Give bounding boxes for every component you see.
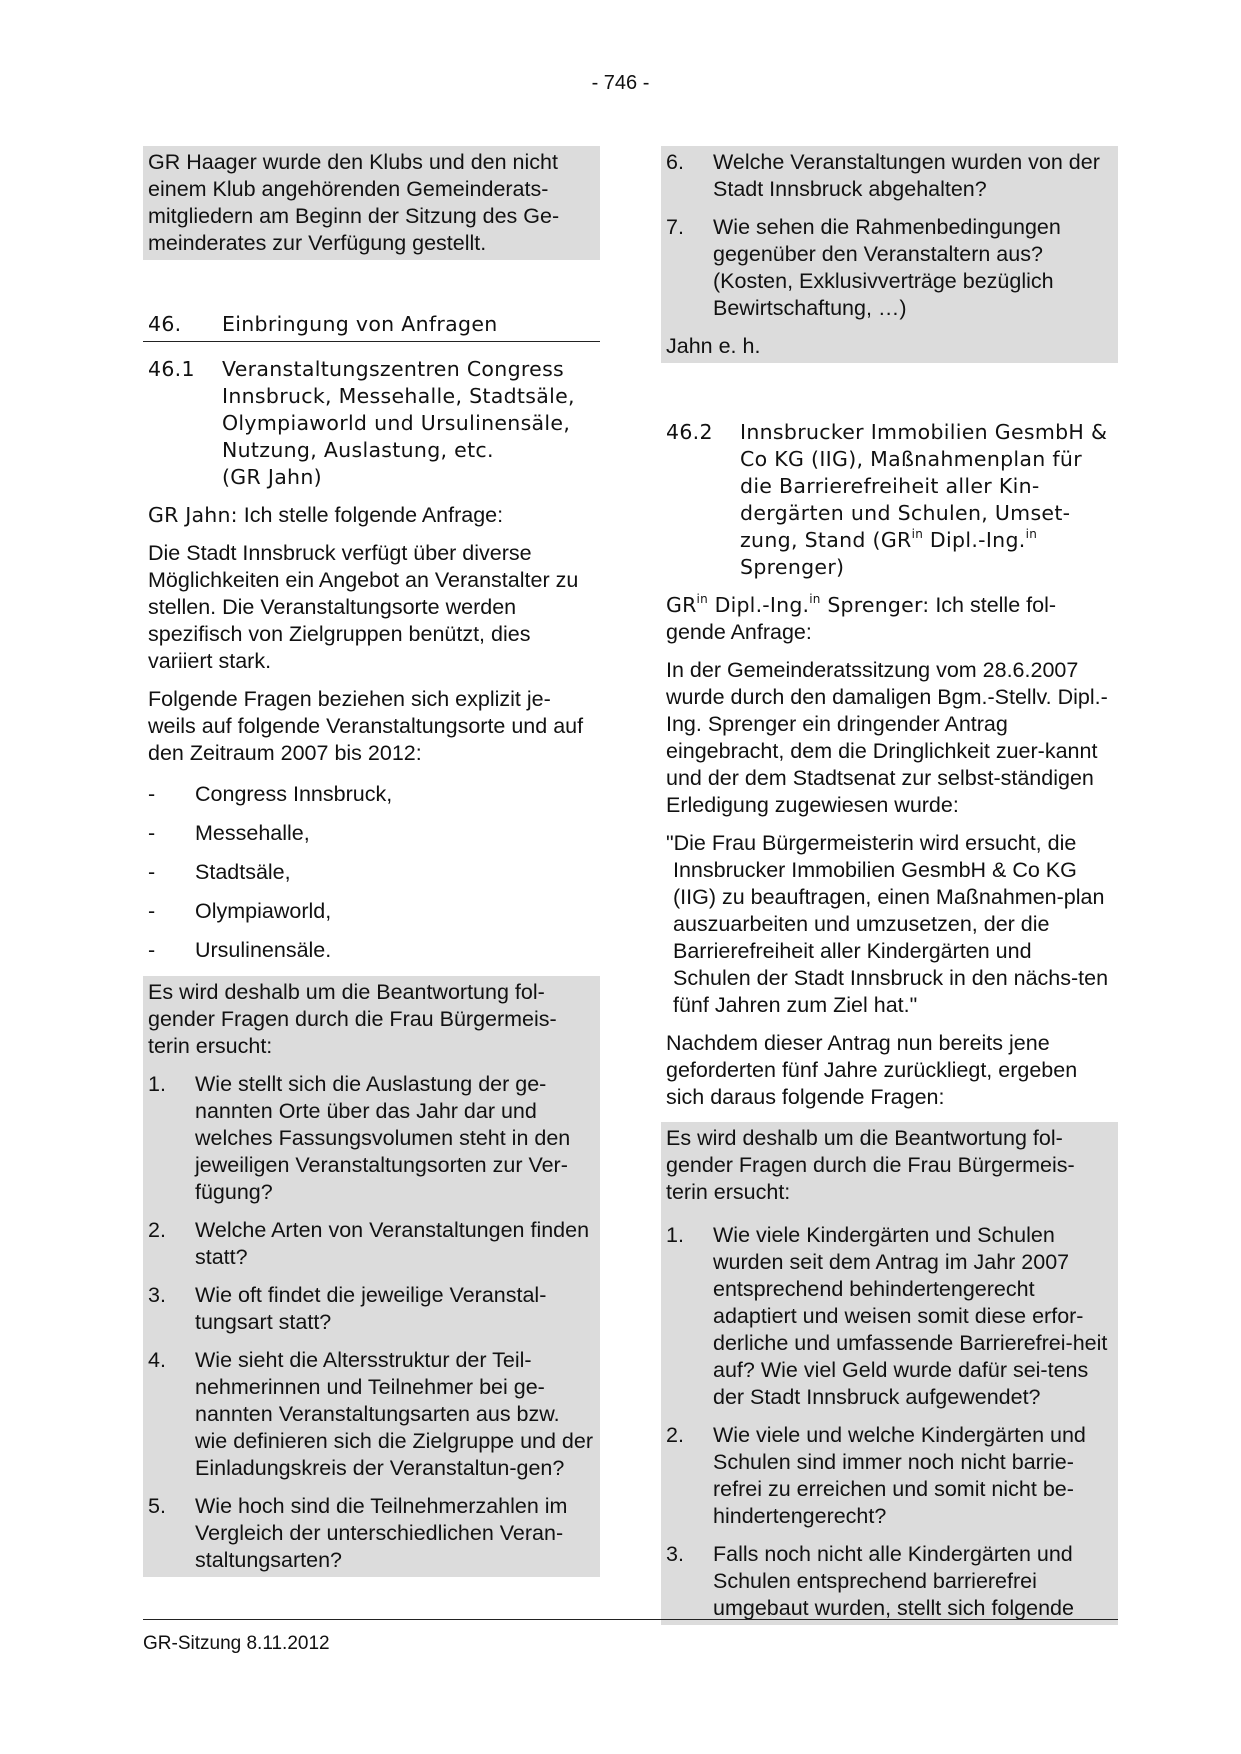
signature: Jahn e. h. [666, 334, 761, 358]
question-item [661, 1541, 1118, 1622]
question-item [143, 1217, 600, 1271]
title-part: Sprenger) [740, 555, 845, 579]
question-item [661, 1422, 1118, 1530]
question-item [661, 149, 1118, 203]
quote [661, 830, 1118, 1019]
list-dash: - [148, 821, 156, 845]
question-item [143, 1071, 600, 1206]
list-dash: - [148, 782, 156, 806]
speaker-text: Ich stelle folgende Anfrage: [243, 503, 504, 527]
request-text: Es wird deshalb um die Beantwortung fol-gender Fragen durch die Frau Bürgermeis-terin ersucht: [148, 980, 557, 1058]
question-number: 2. [148, 1218, 166, 1242]
quote-first-line: "Die Frau Bürgermeisterin wird ersucht, die [666, 831, 1077, 855]
speaker-text: Ich stelle fol-gende Anfrage: [666, 593, 1057, 644]
title-part: Dipl.-Ing. [923, 528, 1026, 552]
subsection-title-wrap [222, 356, 595, 491]
list-item [143, 781, 600, 808]
list-item [143, 820, 600, 847]
list-item-text: Congress Innsbruck, [195, 782, 393, 806]
paragraph-1: Die Stadt Innsbruck verfügt über diverse Möglichkeiten ein Angebot an Veranstalter zu stellen. Die Veranstaltungsorte werden spezifisch von Zielgruppen benützt, dies variiert stark. [148, 541, 579, 673]
list-dash: - [148, 860, 156, 884]
list-item-text: Ursulinensäle. [195, 938, 332, 962]
title-part: Innsbrucker Immobilien GesmbH & Co KG (IIG), Maßnahmenplan für die Barrierefreiheit aller Kin-dergärten und Schulen, Umset-zung, Stand (GR [740, 420, 1108, 552]
intro-text: GR Haager wurde den Klubs und den nicht einem Klub angehörenden Gemeinderats-mitgliedern am Beginn der Sitzung des Ge-meinderates zur Verfügung gestellt. [148, 150, 560, 255]
subsection-number: 46.1 [148, 357, 195, 381]
speaker-part: Sprenger: [820, 593, 930, 617]
paragraph-2: Folgende Fragen beziehen sich explizit je-weils auf folgende Veranstaltungsorte und auf den Zeitraum 2007 bis 2012: [148, 687, 584, 765]
footer: GR-Sitzung 8.11.2012 [143, 1619, 1118, 1657]
question-text: Wie sieht die Altersstruktur der Teil-nehmerinnen und Teilnehmer bei ge-nannten Veranstaltungsarten aus bzw. wie definieren sich die Zielgruppe und der Einladungskreis der Veranstaltun-gen? [195, 1348, 593, 1480]
section-heading [143, 311, 600, 342]
question-number: 3. [148, 1283, 166, 1307]
paragraph-2: Nachdem dieser Antrag nun bereits jene geforderten fünf Jahre zurückliegt, ergeben sich daraus folgende Fragen: [666, 1031, 1078, 1109]
speaker-part: GR [666, 593, 697, 617]
speaker-name: GR Jahn: [148, 503, 238, 527]
question-text: Wie viele und welche Kindergärten und Schulen sind immer noch nicht barrie-refrei zu erreichen und somit nicht be-hindertengerecht? [713, 1423, 1086, 1528]
questions-block-2 [661, 1122, 1118, 1625]
question-item [661, 1222, 1118, 1411]
speaker-sup: in [696, 592, 708, 606]
page-number: - 746 - [591, 72, 650, 94]
question-number: 7. [666, 215, 684, 239]
question-item [661, 214, 1118, 322]
section-number: 46. [148, 312, 182, 336]
question-item [143, 1493, 600, 1574]
question-number: 6. [666, 150, 684, 174]
venue-list [143, 781, 600, 964]
list-dash: - [148, 938, 156, 962]
list-item [143, 898, 600, 925]
subsection-title [740, 419, 1113, 581]
question-text: Wie viele Kindergärten und Schulen wurden seit dem Antrag im Jahr 2007 entsprechend behindertengerecht adaptiert und weisen somit diese erfor-derliche und umfassende Barrierefrei-heit auf? Wie viel Geld wurde dafür sei-tens der Stadt Innsbruck aufgewendet? [713, 1223, 1108, 1409]
question-text: Falls noch nicht alle Kindergärten und Schulen entsprechend barrierefrei umgebaut wurden, stellt sich folgende [713, 1542, 1074, 1620]
question-item [143, 1347, 600, 1482]
speaker-sup: in [809, 592, 821, 606]
list-item-text: Messehalle, [195, 821, 310, 845]
list-item-text: Olympiaworld, [195, 899, 332, 923]
list-dash: - [148, 899, 156, 923]
question-text: Wie stellt sich die Auslastung der ge-nannten Orte über das Jahr dar und welches Fassungsvolumen steht in den jeweiligen Veranstaltungsorten zur Ver-fügung? [195, 1072, 571, 1204]
speaker-part: Dipl.-Ing. [707, 593, 810, 617]
question-number: 1. [148, 1072, 166, 1096]
subsection-title: Veranstaltungszentren Congress Innsbruck, Messehalle, Stadtsäle, Olympiaworld und Ursulinensäle, Nutzung, Auslastung, etc. [222, 357, 575, 462]
intro-block [143, 146, 600, 260]
right-column [661, 146, 1118, 1625]
list-item-text: Stadtsäle, [195, 860, 291, 884]
title-sup: in [1025, 527, 1038, 541]
question-text: Wie sehen die Rahmenbedingungen gegenüber den Veranstaltern aus? (Kosten, Exklusivverträge bezüglich Bewirtschaftung, …) [713, 215, 1061, 320]
section-title: Einbringung von Anfragen [222, 312, 498, 336]
speaker-name [666, 593, 929, 617]
subsection-heading-2 [661, 419, 1118, 581]
question-number: 2. [666, 1423, 684, 1447]
question-text: Wie oft findet die jeweilige Veranstal-tungsart statt? [195, 1283, 547, 1334]
left-column [143, 146, 600, 1577]
list-item [143, 937, 600, 964]
question-number: 4. [148, 1348, 166, 1372]
question-number: 1. [666, 1223, 684, 1247]
subsection-author: (GR Jahn) [222, 465, 322, 489]
question-item [143, 1282, 600, 1336]
continued-questions-block [661, 146, 1118, 363]
question-number: 5. [148, 1494, 166, 1518]
question-number: 3. [666, 1542, 684, 1566]
subsection-heading [143, 356, 600, 491]
speaker-line [661, 592, 1118, 646]
question-text: Welche Veranstaltungen wurden von der Stadt Innsbruck abgehalten? [713, 150, 1100, 201]
quote-rest: Innsbrucker Immobilien GesmbH & Co KG (IIG) zu beauftragen, einen Maßnahmen-plan auszuarbeiten und umzusetzen, der die Barrierefreiheit aller Kindergärten und Schulen der Stadt Innsbruck in den nächs-ten fünf Jahren zum Ziel hat." [673, 858, 1109, 1017]
request-text: Es wird deshalb um die Beantwortung fol-gender Fragen durch die Frau Bürgermeis-terin ersucht: [666, 1126, 1075, 1204]
paragraph-1: In der Gemeinderatssitzung vom 28.6.2007 wurde durch den damaligen Bgm.-Stellv. Dipl.-Ing. Sprenger ein dringender Antrag eingebracht, dem die Dringlichkeit zuer-kannt und der dem Stadtsenat zur selbst-ständigen Erledigung zugewiesen wurde: [666, 658, 1108, 817]
speaker-line [143, 502, 600, 529]
title-sup: in [911, 527, 924, 541]
question-text: Wie hoch sind die Teilnehmerzahlen im Vergleich der unterschiedlichen Veran-staltungsarten? [195, 1494, 568, 1572]
question-text: Welche Arten von Veranstaltungen finden statt? [195, 1218, 590, 1269]
subsection-number: 46.2 [666, 420, 713, 444]
list-item [143, 859, 600, 886]
questions-block [143, 976, 600, 1577]
